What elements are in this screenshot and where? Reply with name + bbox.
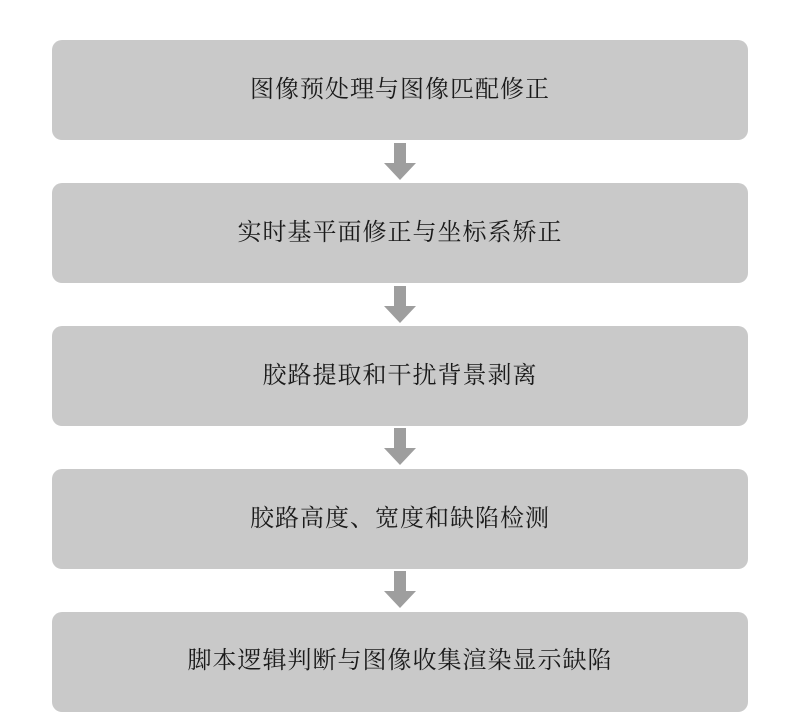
- flow-step-2: [52, 183, 748, 283]
- flow-step-2-label: 实时基平面修正与坐标系矫正: [237, 218, 563, 246]
- flow-connector-2: [52, 283, 748, 326]
- flow-step-5-label: 脚本逻辑判断与图像收集渲染显示缺陷: [187, 647, 613, 675]
- flow-step-1: [52, 40, 748, 140]
- arrow-down-icon: [383, 286, 417, 324]
- arrow-down-icon: [383, 428, 417, 466]
- flow-connector-3: [52, 426, 748, 469]
- flow-connector-4: [52, 569, 748, 612]
- flow-step-3-label: 胶路提取和干扰背景剥离: [262, 361, 538, 389]
- flow-connector-1: [52, 140, 748, 183]
- flow-step-1-label: 图像预处理与图像匹配修正: [250, 75, 550, 103]
- arrow-down-icon: [383, 571, 417, 609]
- arrow-down-icon: [383, 143, 417, 181]
- flow-step-4-label: 胶路高度、宽度和缺陷检测: [250, 504, 550, 532]
- flow-step-3: [52, 326, 748, 426]
- flow-step-4: [52, 469, 748, 569]
- flow-step-5: [52, 612, 748, 712]
